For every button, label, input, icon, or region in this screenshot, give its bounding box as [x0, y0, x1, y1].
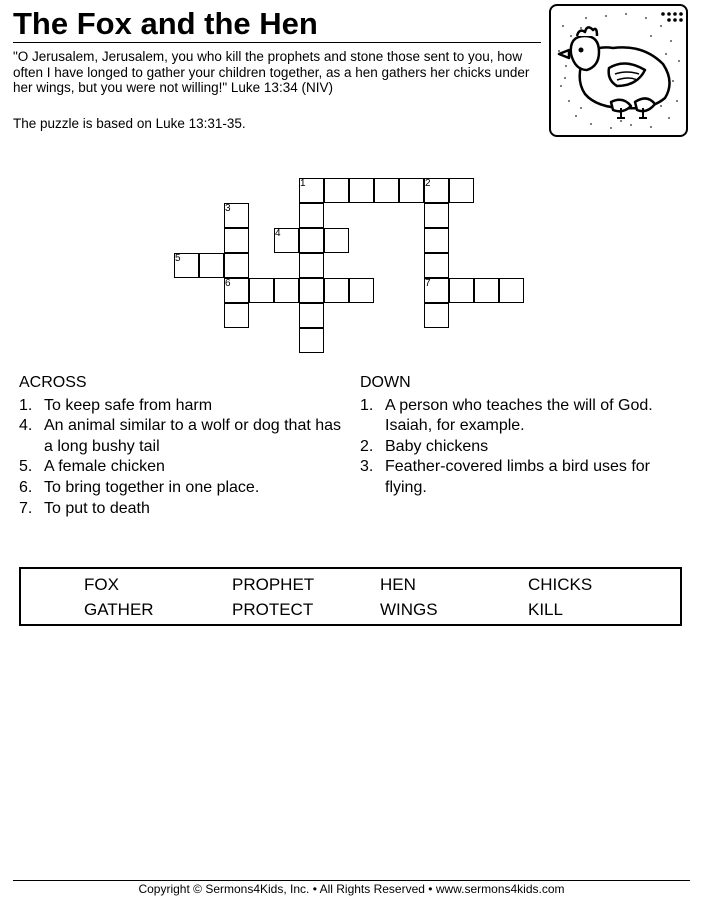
word-bank-word: CHICKS: [528, 575, 593, 594]
crossword-cell[interactable]: [224, 303, 249, 328]
crossword-cell[interactable]: [199, 253, 224, 278]
down-clue-2: 2. Baby chickens: [360, 437, 489, 455]
crossword-cell[interactable]: [224, 203, 249, 228]
crossword-cell[interactable]: [424, 178, 449, 203]
crossword-cell[interactable]: [349, 178, 374, 203]
word-bank-word: WINGS: [380, 600, 438, 619]
down-clue-3: 3. Feather-covered limbs a bird uses for flying.: [360, 458, 650, 496]
clue-number: 2: [425, 178, 431, 189]
crossword-cell[interactable]: [324, 278, 349, 303]
crossword-cell[interactable]: [299, 303, 324, 328]
clue-number: 6: [225, 278, 231, 289]
crossword-cell[interactable]: [449, 278, 474, 303]
crossword-cell[interactable]: [174, 253, 199, 278]
page-title: The Fox and the Hen: [13, 6, 318, 41]
copyright-footer: Copyright © Sermons4Kids, Inc. • All Rights Reserved • www.sermons4kids.com: [138, 882, 565, 896]
word-bank: [19, 567, 682, 626]
hen-illustration: [549, 4, 688, 137]
crossword-cell[interactable]: [299, 203, 324, 228]
across-clue-4: 4. An animal similar to a wolf or dog that has a long bushy tail: [19, 417, 342, 455]
down-clues: [360, 373, 690, 499]
crossword-cell[interactable]: [499, 278, 524, 303]
crossword-cell[interactable]: [299, 278, 324, 303]
crossword-cell[interactable]: [224, 278, 249, 303]
crossword-cell[interactable]: [324, 228, 349, 253]
crossword-cell[interactable]: [424, 228, 449, 253]
hen-icon: [551, 6, 686, 135]
down-heading: DOWN: [360, 374, 411, 391]
clue-number: 1: [300, 178, 306, 189]
word-bank-word: FOX: [84, 575, 119, 594]
across-clues: [19, 373, 349, 519]
crossword-cell[interactable]: [249, 278, 274, 303]
crossword-cell[interactable]: [424, 278, 449, 303]
across-clue-1: 1. To keep safe from harm: [19, 396, 213, 414]
word-bank-word: KILL: [528, 600, 563, 619]
bible-verse: "O Jerusalem, Jerusalem, you who kill the prophets and stone those sent to you, how often I have longed to gather your children together, as a hen gathers her chicks under her wings, but you were not willing!" Luke 13:34 (NIV): [13, 49, 530, 95]
down-clue-1: 1. A person who teaches the will of God. Isaiah, for example.: [360, 396, 653, 435]
crossword-cell[interactable]: [424, 253, 449, 278]
crossword-cell[interactable]: [274, 228, 299, 253]
crossword-cell[interactable]: [449, 178, 474, 203]
word-bank-word: PROPHET: [232, 575, 315, 594]
crossword-cell[interactable]: [424, 203, 449, 228]
across-clue-7: 7. To put to death: [19, 499, 150, 517]
clue-number: 5: [175, 253, 181, 264]
crossword-cell[interactable]: [349, 278, 374, 303]
title-divider: [13, 42, 541, 43]
crossword-cell[interactable]: [274, 278, 299, 303]
word-bank-word: GATHER: [84, 600, 154, 619]
clue-number: 3: [225, 203, 231, 214]
across-clue-6: 6. To bring together in one place.: [19, 478, 260, 496]
crossword-cell[interactable]: [299, 228, 324, 253]
crossword-cell[interactable]: [474, 278, 499, 303]
word-bank-word: PROTECT: [232, 600, 314, 619]
crossword-cell[interactable]: [424, 303, 449, 328]
crossword-cell[interactable]: [224, 253, 249, 278]
across-heading: ACROSS: [19, 374, 87, 391]
crossword-cell[interactable]: [399, 178, 424, 203]
crossword-cell[interactable]: [299, 178, 324, 203]
clue-number: 4: [275, 228, 281, 239]
crossword-cell[interactable]: [374, 178, 399, 203]
word-bank-word: HEN: [380, 575, 416, 594]
clue-number: 7: [425, 278, 431, 289]
across-clue-5: 5. A female chicken: [19, 458, 165, 476]
footer-divider: [13, 880, 690, 881]
crossword-cell[interactable]: [299, 328, 324, 353]
crossword-cell[interactable]: [324, 178, 349, 203]
crossword-cell[interactable]: [224, 228, 249, 253]
puzzle-source: The puzzle is based on Luke 13:31-35.: [13, 116, 246, 131]
crossword-cell[interactable]: [299, 253, 324, 278]
